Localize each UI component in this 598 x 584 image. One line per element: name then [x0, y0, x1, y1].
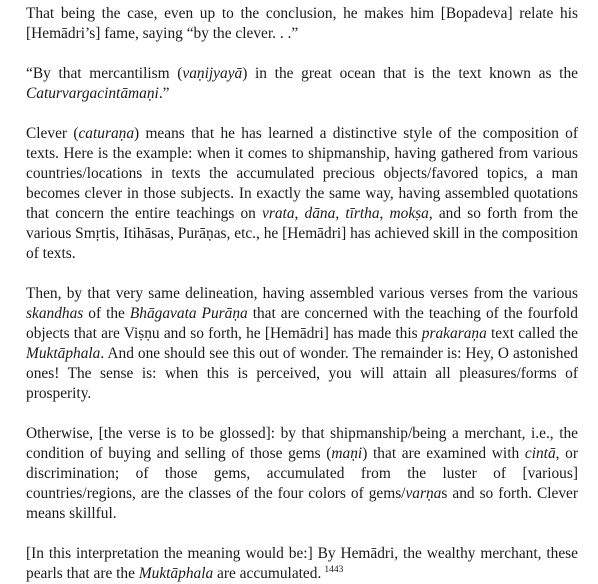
italic-term: vrata [262, 205, 295, 222]
text-run: ) means that he has learned a distinctive style of the composition of texts. Here is the example: when it comes to shipmanship, having gathered from various countries/locations in texts the accumulated precious objects/favored topics, a man becomes clever in those subjects. In exactly the same way, having assembled quotations that concern the entire teachings on [26, 125, 579, 222]
text-run: text called the [486, 325, 578, 342]
italic-term: caturaṇa [78, 125, 135, 142]
text-run: Otherwise, [the verse is to be glossed]: by that shipmanship/being a merchant, i.e., the condition of buying and selling of those gems ( [26, 425, 578, 462]
text-run: , [294, 205, 305, 222]
document-page [26, 4, 578, 584]
para-otherwise-gloss [26, 424, 578, 524]
para-clever-gloss [26, 124, 578, 264]
text-run: [In this interpretation the meaning would be:] By Hemādri, the wealthy merchant, these pearls that are the [26, 545, 578, 582]
text-run: , or discrimination; of those gems, accumulated from the luster of [various] countries/regions, are the classes of the four colors of gems/ [26, 445, 578, 502]
para-delineation [26, 284, 578, 404]
text-run: ) that are examined with [362, 445, 525, 462]
text-run: Clever ( [26, 125, 79, 142]
text-run: of the [83, 305, 130, 322]
text-run: s and so forth. Clever means skillful. [26, 485, 578, 522]
italic-term: vaṇijyayā [182, 65, 243, 82]
italic-term: Muktāphala [138, 565, 214, 582]
para-interpretation [26, 544, 578, 584]
text-run: that are concerned with the teaching of the fourfold objects that are Viṣṇu and so forth, he [Hemādri] has made this [26, 305, 579, 342]
text-run: .” [158, 85, 170, 102]
italic-term: cintā [524, 445, 556, 462]
italic-term: dāna [304, 205, 336, 222]
italic-term: tīrtha [345, 205, 380, 222]
text-run: “By that mercantilism ( [26, 65, 183, 82]
text-run: , [335, 205, 346, 222]
italic-term: Muktāphala [26, 345, 101, 362]
text-run: , [379, 205, 390, 222]
italic-term: Caturvargacintāmaṇi [26, 85, 159, 102]
footnote-marker[interactable]: 1443 [324, 565, 344, 575]
text-run: Then, by that very same delineation, having assembled various verses from the various [26, 285, 578, 302]
text-run: are accumulated. [213, 565, 322, 582]
para-conclusion [26, 4, 578, 44]
text-run: , and so forth from the various Smṛtis, Itihāsas, Purāṇas, etc., he [Hemādri] has achieved skill in the composition of texts. [26, 205, 578, 262]
italic-term: skandhas [26, 305, 84, 322]
text-run: . And one should see this out of wonder. The remainder is: Hey, O astonished ones! The sense is: when this is perceived, you will attain all pleasures/forms of prosperity. [26, 345, 578, 402]
italic-term: maṇi [331, 445, 363, 462]
text-run: That being the case, even up to the conclusion, he makes him [Bopadeva] relate his [Hemādri’s] fame, saying “by the clever. . .” [26, 5, 578, 42]
text-run: ) in the great ocean that is the text known as the [242, 65, 578, 82]
italic-term: prakaraṇa [421, 325, 487, 342]
italic-term: Bhāgavata Purāṇa [129, 305, 248, 322]
italic-term: mokṣa [389, 205, 429, 222]
para-quoted-verse [26, 64, 578, 104]
italic-term: varṇa [405, 485, 442, 502]
